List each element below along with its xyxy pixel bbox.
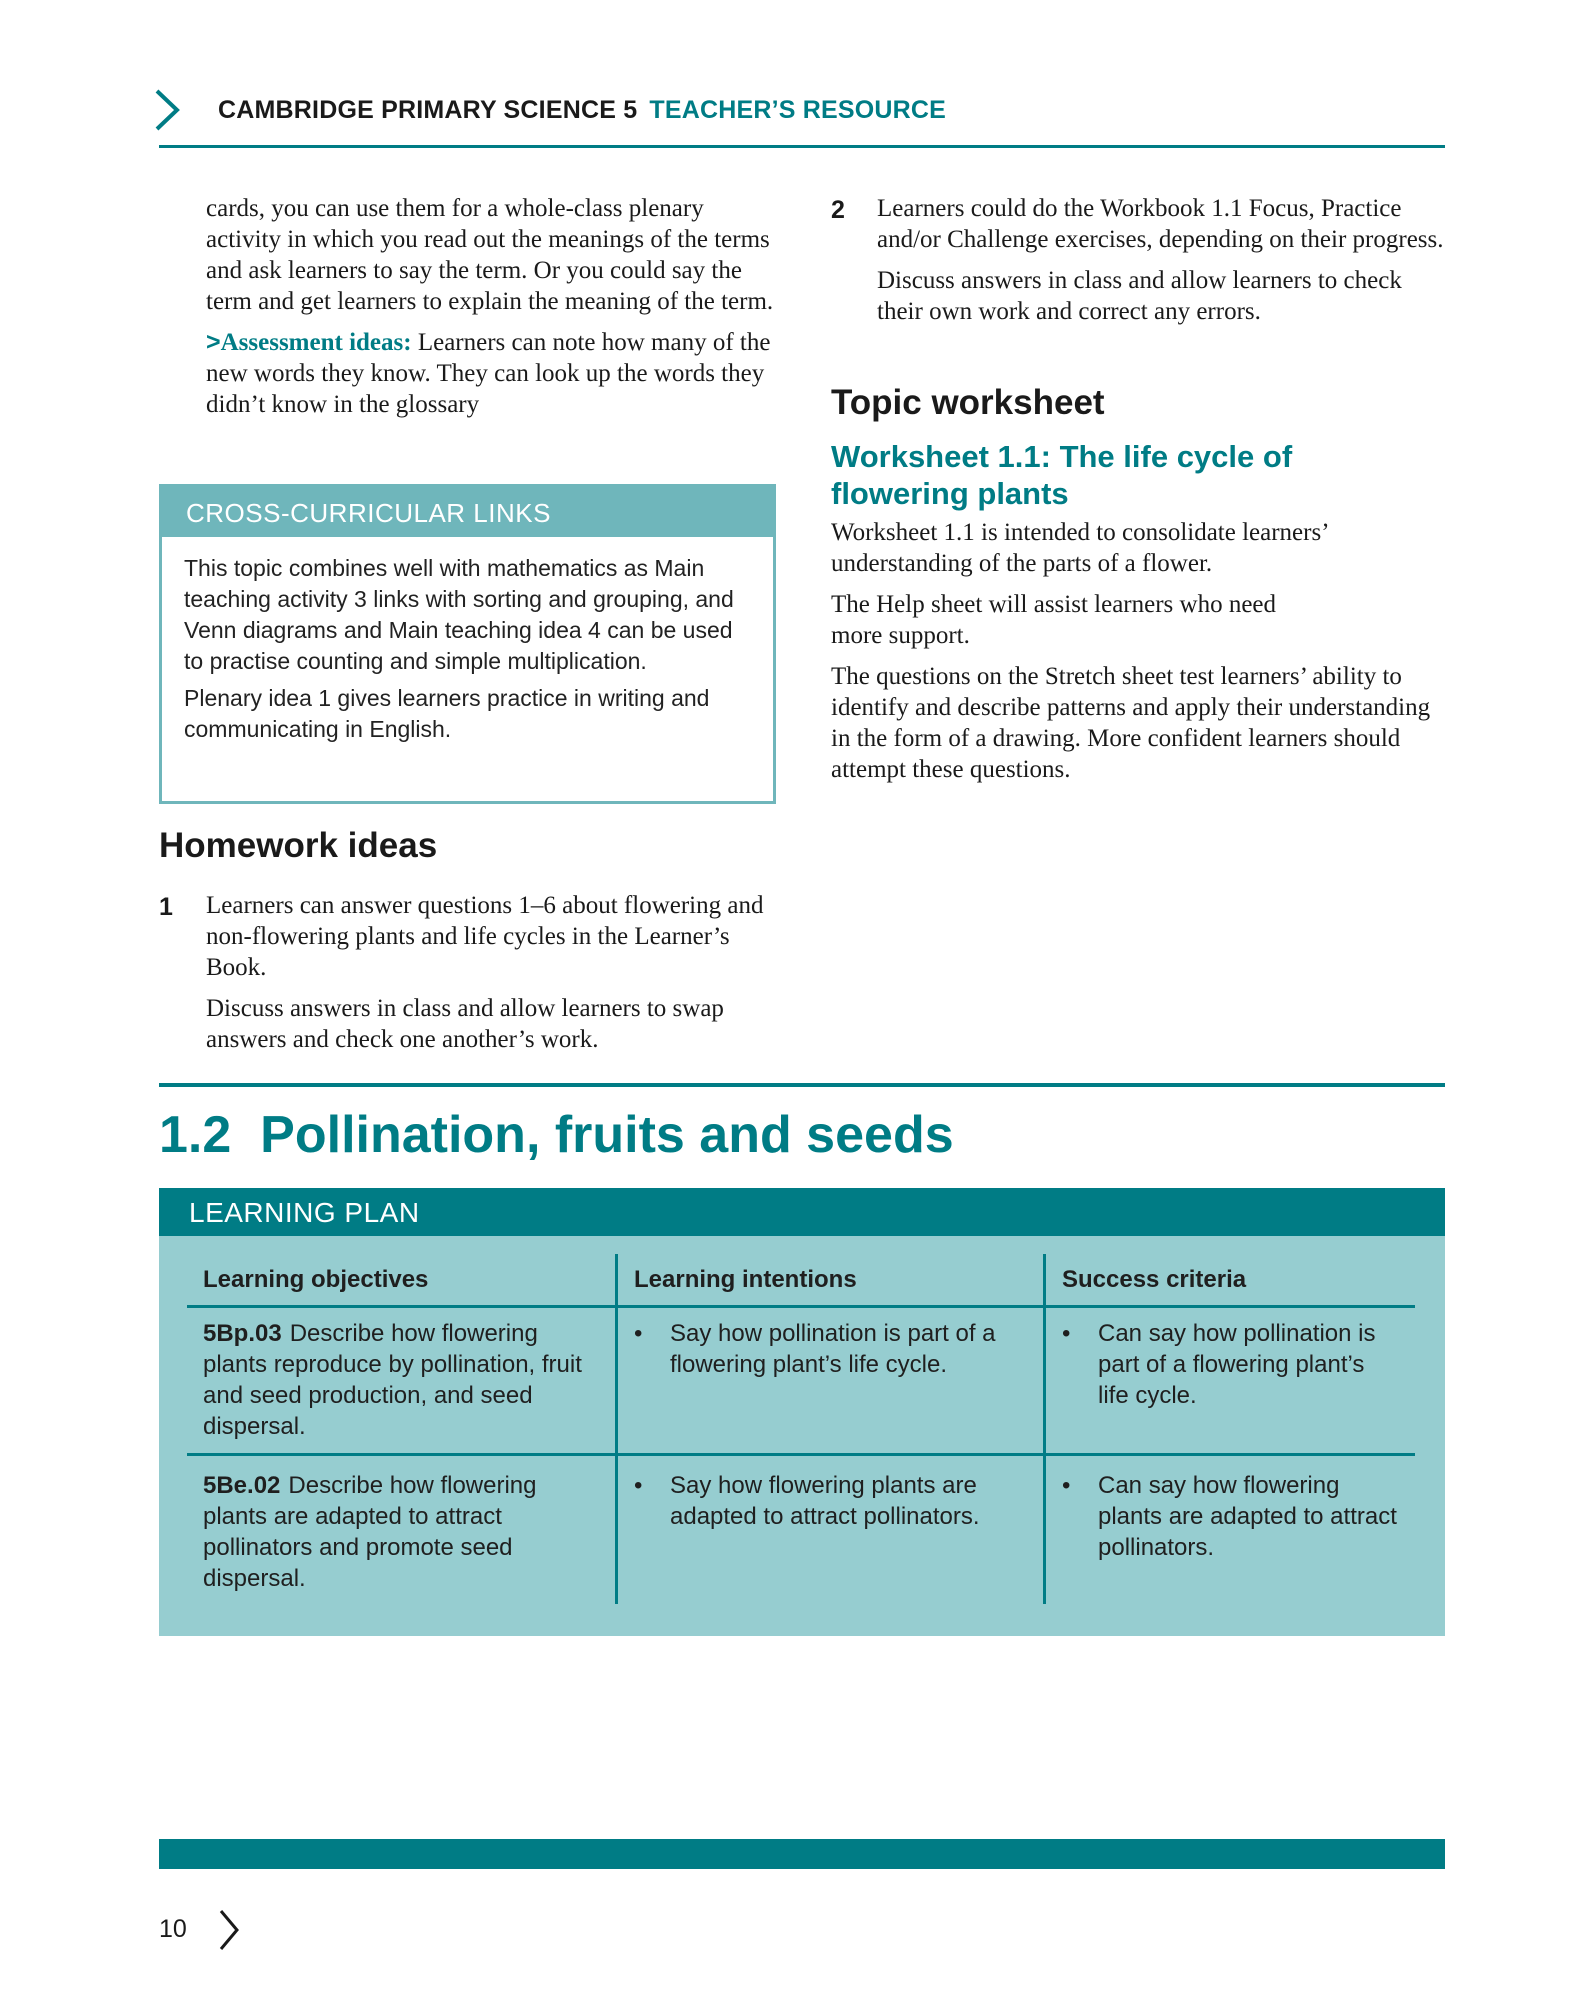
worksheet-para-2: The Help sheet will assist learners who need more support. [831, 591, 1277, 649]
learning-plan-table [187, 1254, 1415, 1604]
activity-item-text: Learners could do the Workbook 1.1 Focus, Practice and/or Challenge exercises, depending on their progress. [877, 195, 1444, 253]
bullet: • [1062, 1320, 1071, 1347]
cross-curricular-para-1: This topic combines well with mathematics as Main teaching activity 3 links with sorting and grouping, and Venn diagrams and Main teaching idea 4 can be used to practise counting and simple multiplication. [184, 555, 734, 674]
homework-heading: Homework ideas [159, 826, 438, 865]
objective-cell [187, 1308, 615, 1456]
chevron-right-icon [153, 88, 181, 132]
bullet: • [634, 1472, 643, 1499]
continued-paragraph: cards, you can use them for a whole-class plenary activity in which you read out the meanings of the terms and ask learners to say the term. Or you could say the term and get learners to explain the meaning of the term. [206, 195, 774, 315]
table-header-row [187, 1254, 1415, 1308]
cross-curricular-para-2: Plenary idea 1 gives learners practice in writing and communicating in English. [184, 685, 710, 742]
activity-item [877, 193, 1447, 327]
assessment-text: Learners can note how many of the new words they know. They can look up the words they didn’t know in the glossary [206, 329, 771, 418]
footer-bar [159, 1839, 1445, 1869]
bullet: • [634, 1320, 643, 1347]
topic-worksheet-heading: Topic worksheet [831, 383, 1105, 422]
criteria-cell [1043, 1456, 1415, 1604]
intention-cell [615, 1456, 1043, 1604]
cross-curricular-heading: CROSS-CURRICULAR LINKS [162, 487, 773, 537]
assessment-ideas [206, 327, 776, 420]
intention-cell [615, 1308, 1043, 1456]
assessment-label: Assessment ideas: [220, 329, 412, 356]
column-header: Success criteria [1043, 1254, 1415, 1308]
criteria-cell [1043, 1308, 1415, 1456]
activity-item-followup: Discuss answers in class and allow learners to check their own work and correct any errors. [877, 267, 1402, 325]
header-rule [159, 145, 1445, 148]
assessment-marker: > [206, 328, 221, 356]
homework-item-number: 1 [159, 893, 173, 921]
table-row [187, 1308, 1415, 1456]
page-number: 10 [159, 1915, 187, 1943]
homework-item [206, 890, 776, 1055]
homework-item-followup: Discuss answers in class and allow learners to swap answers and check one another’s work. [206, 995, 724, 1053]
worksheet-para-3: The questions on the Stretch sheet test learners’ ability to identify and describe patterns and apply their understanding in the form of a drawing. More confident learners should attempt these questions. [831, 663, 1431, 783]
column-header: Learning intentions [615, 1254, 1043, 1308]
intention-text: Say how flowering plants are adapted to attract pollinators. [670, 1472, 980, 1530]
homework-item-text: Learners can answer questions 1–6 about flowering and non-flowering plants and life cycles in the Learner’s Book. [206, 892, 764, 981]
resource-title: TEACHER’S RESOURCE [649, 96, 947, 124]
objective-text: Describe how flowering plants reproduce by pollination, fruit and seed production, and seed dispersal. [203, 1320, 582, 1440]
objective-code: 5Bp.03 [203, 1320, 282, 1347]
criteria-text: Can say how pollination is part of a flowering plant’s life cycle. [1098, 1320, 1376, 1409]
worksheet-title: Worksheet 1.1: The life cycle of flowering plants [831, 439, 1293, 511]
objective-cell [187, 1456, 615, 1604]
section-rule [159, 1083, 1445, 1087]
left-column [206, 193, 776, 420]
learning-plan-heading: LEARNING PLAN [159, 1188, 1445, 1236]
criteria-text: Can say how flowering plants are adapted to attract pollinators. [1098, 1472, 1397, 1561]
series-title: CAMBRIDGE PRIMARY SCIENCE 5 [218, 96, 638, 124]
objective-text: Describe how flowering plants are adapted to attract pollinators and promote seed dispersal. [203, 1472, 537, 1592]
column-header: Learning objectives [187, 1254, 615, 1308]
objective-code: 5Be.02 [203, 1472, 281, 1499]
learning-plan [159, 1188, 1445, 1636]
activity-item-number: 2 [831, 196, 845, 224]
worksheet-para-1: Worksheet 1.1 is intended to consolidate learners’ understanding of the parts of a flower. [831, 519, 1328, 577]
running-header [218, 96, 946, 125]
cross-curricular-box [159, 484, 776, 804]
bullet: • [1062, 1472, 1071, 1499]
section-title: 1.2 Pollination, fruits and seeds [159, 1106, 954, 1164]
chevron-right-icon [218, 1908, 240, 1952]
intention-text: Say how pollination is part of a flowering plant’s life cycle. [670, 1320, 996, 1378]
worksheet-description [831, 517, 1446, 785]
table-row [187, 1456, 1415, 1604]
